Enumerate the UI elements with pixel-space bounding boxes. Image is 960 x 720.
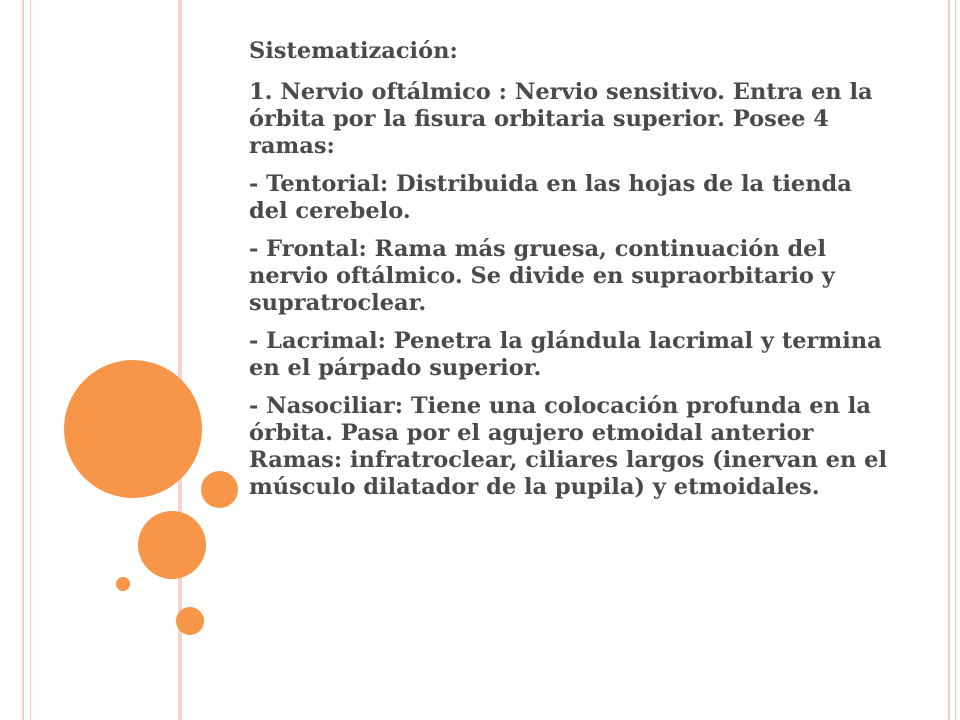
decorative-circle-tiny [116,577,130,591]
decorative-circle-medium [201,471,238,508]
paragraph-frontal: - Frontal: Rama más gruesa, continuación del nervio oftálmico. Se divide en supraorbitario y supratroclear. [249,236,835,316]
decorative-circle-medium-2 [138,511,206,579]
slide-content [249,38,889,512]
decorative-circle-small [176,607,204,635]
paragraph-tentorial: - Tentorial: Distribuida en las hojas de la tienda del cerebelo. [249,171,852,224]
slide-title: Sistematización: [249,38,458,64]
paragraph-lacrimal: - Lacrimal: Penetra la glándula lacrimal y termina en el párpado superior. [249,328,882,381]
right-rule-1 [948,0,950,720]
paragraph-oftalmico: 1. Nervio oftálmico : Nervio sensitivo. Entra en la órbita por la fisura orbitaria superior. Posee 4 ramas: [249,79,873,159]
right-rule-2 [955,0,956,720]
left-rule-2 [30,0,31,720]
paragraph-nasociliar: - Nasociliar: Tiene una colocación profunda en la órbita. Pasa por el agujero etmoidal anterior Ramas: infratroclear, ciliares largos (inervan en el músculo dilatador de la pupila) y etmoidales. [249,393,888,500]
decorative-circle-large [64,360,202,498]
left-rule-1 [22,0,24,720]
